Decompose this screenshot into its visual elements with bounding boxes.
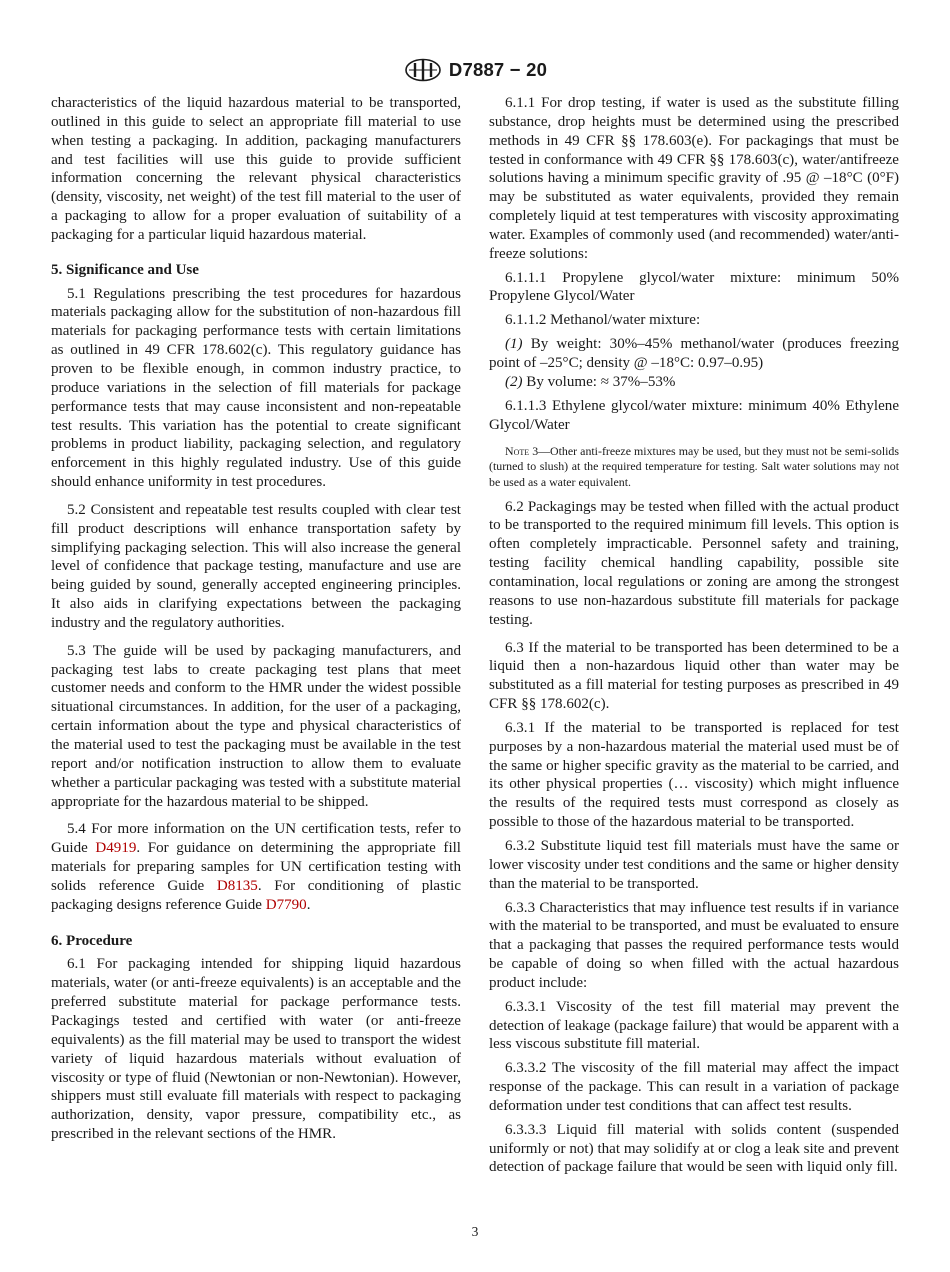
link-d8135[interactable]: D8135 [216, 877, 258, 894]
paragraph-6-3-3: 6.3.3 Characteristics that may influence test results if in variance with the material to be transported, and must be evaluated to ensure that a packaging that passes the required performance tests would be capable of doing so when filled with the actual hazardous product include: [489, 899, 899, 991]
paragraph-5-4-text-2: . For guidance on determining the appropriate fill materials for preparing samples for UN certification testing with solids reference Guide [51, 840, 461, 894]
paragraph-6-3-2: 6.3.2 Substitute liquid test fill materials must have the same or lower viscosity under test conditions and the same or higher density than the material to be transported. [489, 837, 899, 892]
page-number: 3 [471, 1224, 479, 1239]
note-3-text: —Other anti-freeze mixtures may be used, but they must not be semi-solids (turned to slush) at the required temperature for testing. Salt water solutions may not be used as a water equivalent. [489, 444, 899, 489]
section-6-heading: 6. Procedure [51, 932, 133, 949]
intro-paragraph: characteristics of the liquid hazardous material to be transported, outlined in this guide to select an appropriate fill material to use when testing a packaging. In addition, packaging manufacturers and test facilities will use this guide to provide sufficient information concerning the relevant physical characteristics (density, viscosity, net weight) of the test fill material to the user of a packaging to allow for a proper evaluation of suitability of a packaging for a particular liquid hazardous material. [51, 95, 461, 243]
subitem-1-text: By weight: 30%–45% methanol/water (produces freezing point of –25°C; density @ –18°C: 0.97–0.95) [489, 336, 899, 371]
paragraph-6-3-3-2: 6.3.3.2 The viscosity of the fill material may affect the impact response of the package. This can result in a variation of package deformation under test conditions that can affect test results. [489, 1060, 899, 1114]
paragraph-6-1: 6.1 For packaging intended for shipping liquid hazardous materials, water (or anti-freeze equivalents) is an acceptable and the preferred substitute material for package performance tests. Packagings tested and certified with water (or anti-freeze equivalents) as the fill material may be used to transport the widest variety of liquid hazardous materials without evaluation of viscosity or type of fluid (Newtonian or non-Newtonian). However, shippers must still evaluate fill materials with respect to packaging authorization, density, vapor pressure, compatibility etc., as prescribed in the relevant sections of the HMR. [51, 956, 461, 1143]
page-header [0, 56, 950, 84]
paragraph-5-4-text-4: . [306, 896, 311, 913]
note-3-label: Note 3 [505, 444, 539, 459]
astm-logo-icon [403, 58, 443, 82]
subitem-2 [489, 373, 899, 392]
paragraph-6-3: 6.3 If the material to be transported has been determined to be a liquid then a non-hazardous liquid other than water may be substituted as a fill material for testing purposes as prescribed in 49 CFR §§ 178.602(c). [489, 639, 899, 713]
paragraph-6-1-1-2: 6.1.1.2 Methanol/water mixture: [505, 312, 701, 329]
subitem-2-label: (2) [505, 373, 523, 390]
link-d4919[interactable]: D4919 [95, 840, 137, 857]
note-3 [489, 444, 899, 489]
subitem-1-label: (1) [505, 336, 523, 353]
paragraph-6-1-1: 6.1.1 For drop testing, if water is used as the substitute filling substance, drop heights must be determined using the prescribed methods in 49 CFR §§ 178.603(e). For packagings that must be tested in conformance with 49 CFR §§ 178.603(c), water/antifreeze solutions having a minimum specific gravity of .95 @ –18°C (0°F) may be substituted as water equivalents, provided they remain completely liquid at test temperatures with viscosity approximating water. Examples of commonly used (and recommended) water/anti-freeze solutions: [489, 95, 899, 262]
paragraph-6-3-1: 6.3.1 If the material to be transported is replaced for test purposes by a non-hazardous material the material used must be of the same or higher specific gravity as the material to be carried, and its other physical properties (… viscosity) which might influence the results of the required tests must correspond as closely as possible to those of the hazardous material to be transported. [489, 719, 899, 831]
document-code: D7887 − 20 [448, 59, 548, 80]
paragraph-5-2: 5.2 Consistent and repeatable test results coupled with clear test fill product descriptions will enhance transportation safety by simplifying packaging selection. This will also increase the general level of confidence that package testing, manufacture and use are being guided by sound, generally accepted engineering principles. It also aids in clarifying expectations between the packaging industry and the regulatory authorities. [51, 501, 461, 631]
paragraph-5-3: 5.3 The guide will be used by packaging manufacturers, and packaging test labs to create packaging test plans that meet customer needs and conform to the HMR under the widest possible situational circumstances. In addition, for the user of a packaging, certain information about the type and physical characteristics of the material used to test the packaging must be available in the test report and/or notification instruction to allow them to evaluate whether a particular packaging was tested with a substitute material appropriate for the hazardous material to be shipped. [51, 642, 461, 810]
section-5-heading: 5. Significance and Use [51, 261, 199, 278]
subitem-1 [489, 335, 899, 373]
paragraph-5-1: 5.1 Regulations prescribing the test procedures for hazardous materials packaging allow for the substitution of non-hazardous fill materials for packaging performance tests with certain limitations as outlined in 49 CFR 178.602(c). This regulatory guidance has proven to be flexible enough, in common industry practice, to produce variations in the selection of fill materials for package performance tests that may cause inconsistent and non-repeatable test results. This variation has the potential to create significant problems in product liability, packaging selection, and regulatory enforcement in this highly regulated industry. Use of this guide should enhance uniformity in test procedures. [51, 285, 461, 491]
paragraph-5-4 [51, 820, 461, 914]
left-column [51, 94, 461, 1144]
paragraph-6-3-3-1: 6.3.3.1 Viscosity of the test fill material may prevent the detection of leakage (package failure) that would be apparent with a less viscous substitute fill material. [489, 998, 899, 1053]
right-column [489, 94, 899, 1177]
paragraph-6-1-1-3: 6.1.1.3 Ethylene glycol/water mixture: minimum 40% Ethylene Glycol/Water [489, 397, 899, 433]
paragraph-6-3-3-3: 6.3.3.3 Liquid fill material with solids content (suspended uniformly or not) that may solidify at or clog a leak site and prevent detection of package failure that would be seen with liquid only fill. [489, 1121, 899, 1176]
subitem-2-text: By volume: ≈ 37%–53% [522, 373, 676, 390]
paragraph-5-4-text-3: . For conditioning of plastic packaging designs reference Guide [51, 877, 462, 913]
paragraph-6-1-1-1: 6.1.1.1 Propylene glycol/water mixture: minimum 50% Propylene Glycol/Water [489, 269, 899, 305]
paragraph-6-2: 6.2 Packagings may be tested when filled with the actual product to be transported to the required minimum fill levels. This option is often completely impracticable. Personnel safety and training, testing facility chemical handling capability, possible site contamination, local regulations or zoning are among the strongest reasons to use non-hazardous substitute fill materials for package testing. [489, 498, 899, 628]
link-d7790[interactable]: D7790 [265, 896, 307, 913]
paragraph-5-4-text-1: 5.4 For more information on the UN certification tests, refer to Guide [51, 821, 461, 857]
